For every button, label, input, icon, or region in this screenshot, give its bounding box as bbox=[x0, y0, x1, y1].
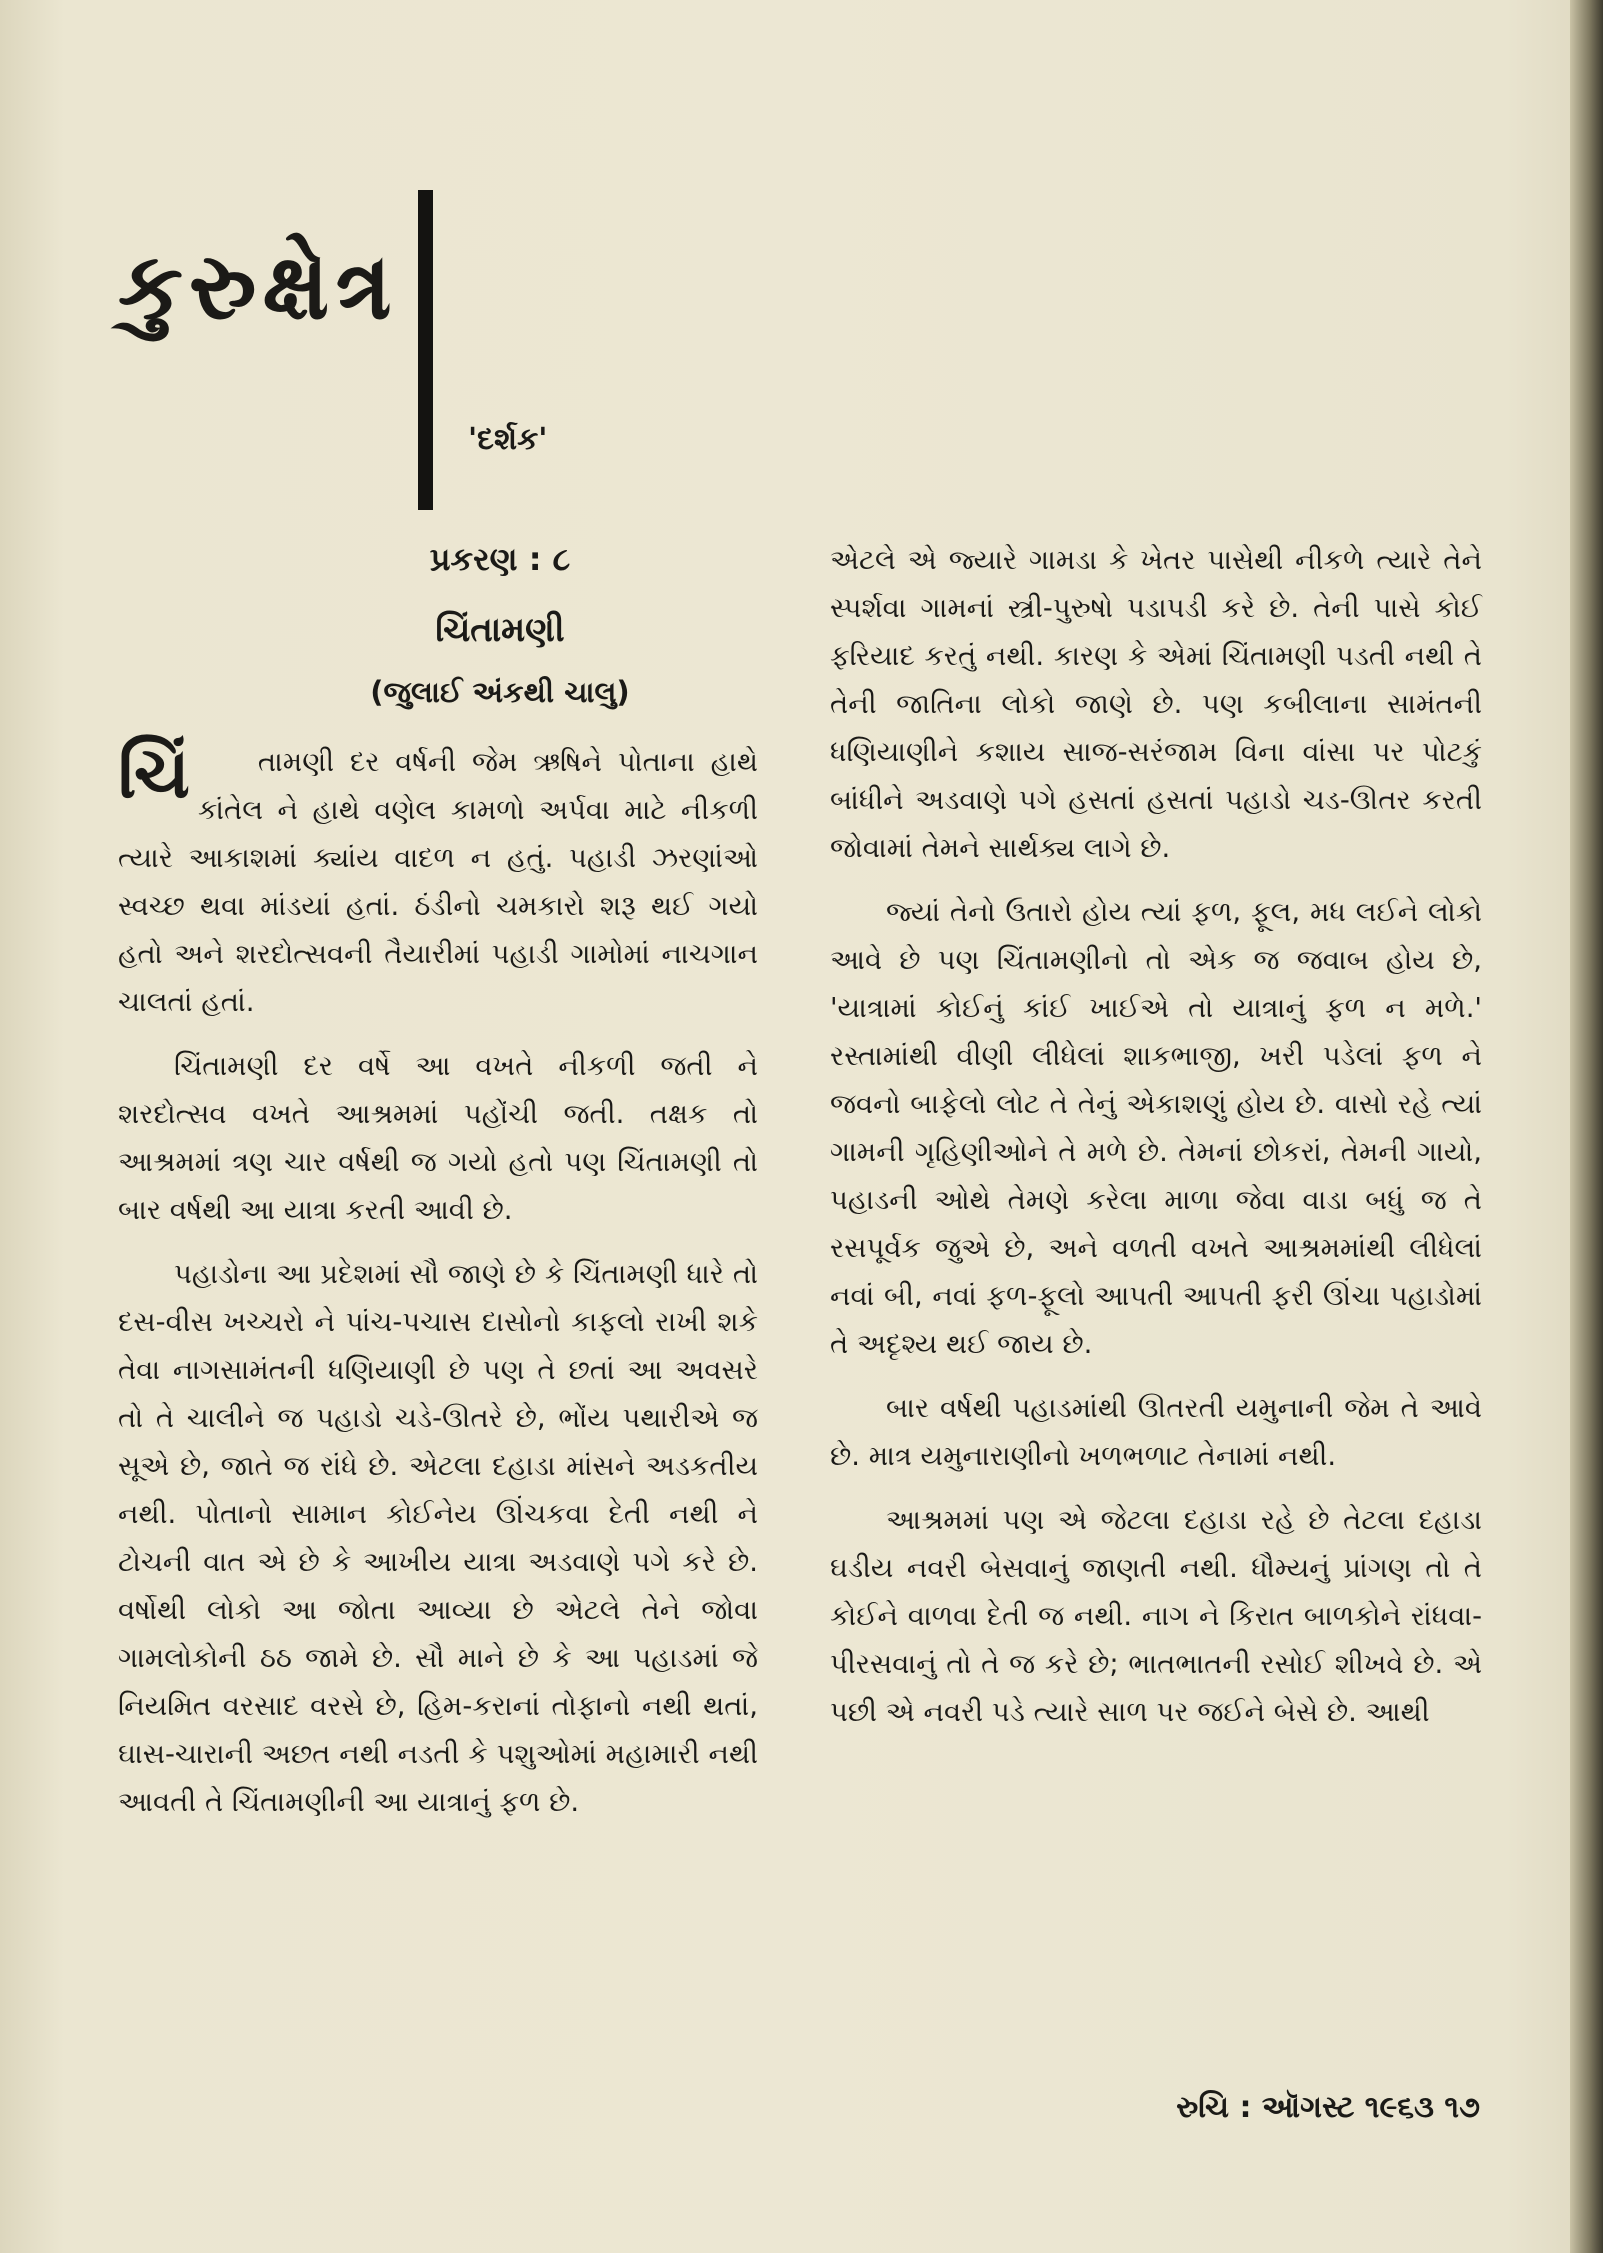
article-title: કુરુક્ષેત્ર bbox=[118, 232, 398, 340]
page-footer: રુચિ : ઑગસ્ટ ૧૯૬૩ ૧૭ bbox=[1176, 2090, 1480, 2125]
chapter-title: ચિંતામણી bbox=[435, 610, 565, 650]
title-divider bbox=[418, 190, 433, 510]
chapter-number: પ્રકરણ : ૮ bbox=[429, 540, 571, 578]
paragraph-text: તામણી દર વર્ષની જેમ ઋષિને પોતાના હાથે કાંતેલ ને હાથે વણેલ કામળો અર્પવા માટે નીકળી ત્યારે આકાશમાં ક્યાંય વાદળ ન હતું. પહાડી ઝરણાંઓ સ્વચ્છ થવા માંડયાં હતાં. ઠંડીનો ચમકારો શરૂ થઈ ગયો હતો અને શરદોત્સવની તૈયારીમાં પહાડી ગામોમાં નાચગાન ચાલતાં હતાં. bbox=[118, 746, 758, 1018]
paragraph: પહાડોના આ પ્રદેશમાં સૌ જાણે છે કે ચિંતામણી ધારે તો દસ-વીસ ખચ્ચરો ને પાંચ-પચાસ દાસોનો કાફલો રાખી શકે તેવા નાગસામંતની ધણિયાણી છે પણ તે છતાં આ અવસરે તો તે ચાલીને જ પહાડો ચડે-ઊતરે છે, ભોંય પથારીએ જ સૂએ છે, જાતે જ રાંધે છે. એટલા દહાડા માંસને અડકતીય નથી. પોતાનો સામાન કોઈનેય ઊંચકવા દેતી નથી ને ટોચની વાત એ છે કે આખીય યાત્રા અડવાણે પગે કરે છે. વર્ષોથી લોકો આ જોતા આવ્યા છે એટલે તેને જોવા ગામલોકોની ઠઠ જામે છે. સૌ માને છે કે આ પહાડમાં જે નિયમિત વરસાદ વરસે છે, હિમ-કરાનાં તોફાનો નથી થતાં, ઘાસ-ચારાની અછત નથી નડતી કે પશુઓમાં મહામારી નથી આવતી તે ચિંતામણીની આ યાત્રાનું ફળ છે. bbox=[118, 1258, 758, 1818]
paragraph: જ્યાં તેનો ઉતારો હોય ત્યાં ફળ, ફૂલ, મધ લઈને લોકો આવે છે પણ ચિંતામણીનો તો એક જ જવાબ હોય છે, 'યાત્રામાં કોઈનું કાંઈ ખાઈએ તો યાત્રાનું ફળ ન મળે.' રસ્તામાંથી વીણી લીધેલાં શાકભાજી, ખરી પડેલાં ફળ ને જવનો બાફેલો લોટ તે તેનું એકાશણું હોય છે. વાસો રહે ત્યાં ગામની ગૃહિણીઓને તે મળે છે. તેમનાં છોકરાં, તેમની ગાયો, પહાડની ઓથે તેમણે કરેલા માળા જેવા વાડા બધું જ તે રસપૂર્વક જુએ છે, અને વળતી વખતે આશ્રમમાંથી લીધેલાં નવાં બી, નવાં ફળ-ફૂલો આપતી આપતી ફરી ઊંચા પહાડોમાં તે અદૃશ્ય થઈ જાય છે. bbox=[830, 896, 1482, 1360]
paragraph: એટલે એ જ્યારે ગામડા કે ખેતર પાસેથી નીકળે ત્યારે તેને સ્પર્શવા ગામનાં સ્ત્રી-પુરુષો પડાપડી કરે છે. તેની પાસે કોઈ ફરિયાદ કરતું નથી. કારણ કે એમાં ચિંતામણી પડતી નથી તે તેની જાતિના લોકો જાણે છે. પણ કબીલાના સામંતની ધણિયાણીને કશાય સાજ-સરંજામ વિના વાંસા પર પોટકું બાંધીને અડવાણે પગે હસતાં હસતાં પહાડો ચડ-ઊતર કરતી જોવામાં તેમને સાર્થક્ય લાગે છે. bbox=[830, 544, 1482, 864]
page-binding-edge bbox=[1570, 0, 1603, 2253]
drop-cap: ચિં bbox=[118, 732, 190, 814]
paragraph bbox=[118, 732, 758, 1026]
paragraph: બાર વર્ષથી પહાડમાંથી ઊતરતી યમુનાની જેમ તે આવે છે. માત્ર યમુનારાણીનો ખળભળાટ તેનામાં નથી. bbox=[830, 1392, 1482, 1472]
paragraph: ચિંતામણી દર વર્ષે આ વખતે નીકળી જતી ને શરદોત્સવ વખતે આશ્રમમાં પહોંચી જતી. તક્ષક તો આશ્રમમાં ત્રણ ચાર વર્ષથી જ ગયો હતો પણ ચિંતામણી તો બાર વર્ષથી આ યાત્રા કરતી આવી છે. bbox=[118, 1050, 758, 1226]
continued-note: (જુલાઈ અંકથી ચાલુ) bbox=[370, 675, 630, 709]
article-byline: 'દર્શક' bbox=[468, 422, 548, 457]
left-column bbox=[118, 732, 758, 1842]
right-column bbox=[830, 536, 1482, 1752]
paragraph: આશ્રમમાં પણ એ જેટલા દહાડા રહે છે તેટલા દહાડા ઘડીય નવરી બેસવાનું જાણતી નથી. ધૌમ્યનું પ્રાંગણ તો તે કોઈને વાળવા દેતી જ નથી. નાગ ને કિરાત બાળકોને રાંધવા-પીરસવાનું તો તે જ કરે છે; ભાતભાતની રસોઈ શીખવે છે. એ પછી એ નવરી પડે ત્યારે સાળ પર જઈને બેસે છે. આથી bbox=[830, 1504, 1482, 1728]
